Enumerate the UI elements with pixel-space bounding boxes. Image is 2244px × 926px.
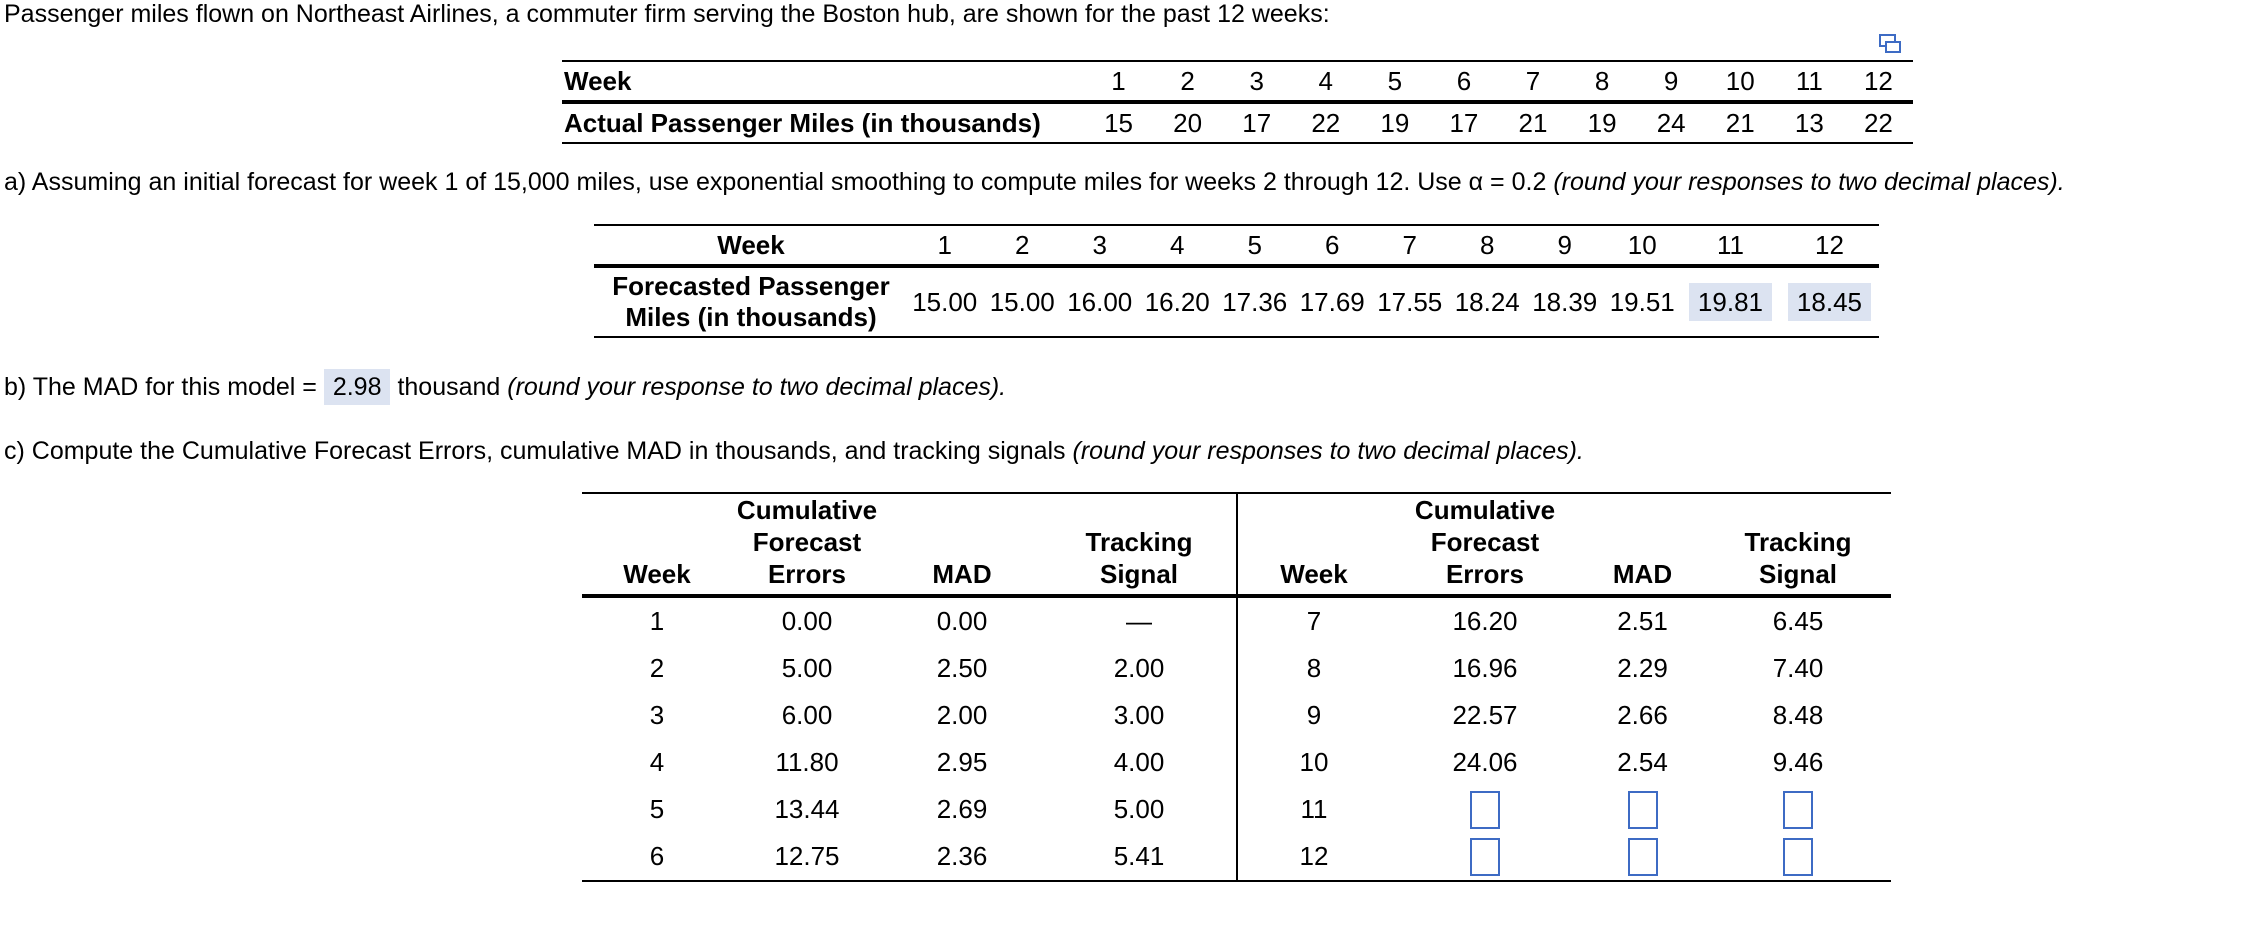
week-cell: 7: [1498, 61, 1567, 102]
week-cell: 6: [1429, 61, 1498, 102]
part-b-prefix: b) The MAD for this model =: [4, 373, 317, 401]
mad-cell: 2.66: [1617, 700, 1668, 730]
week-cell: 2: [649, 653, 665, 683]
miles-cell: 21: [1518, 107, 1548, 138]
part-a-text: [4, 168, 2065, 197]
table-row: [582, 692, 1891, 739]
week-cell: 11: [1681, 225, 1780, 266]
copy-icon[interactable]: [1878, 33, 1902, 55]
week-cell: 3: [1222, 61, 1291, 102]
forecast-cell: 15.00: [912, 286, 978, 317]
week-row: [562, 61, 1913, 102]
miles-cell: 22: [1311, 107, 1341, 138]
forecast-week-label: Week: [594, 225, 906, 266]
week-cell: 12: [1780, 225, 1879, 266]
header-mad: MAD: [882, 493, 1042, 596]
week-cell: 4: [649, 747, 665, 777]
cfe-input-cell[interactable]: [1390, 786, 1580, 833]
week-cell: 5: [1216, 225, 1294, 266]
mad-cell: 2.29: [1617, 653, 1668, 683]
part-b-suffix: thousand: [397, 373, 501, 401]
table-row: [582, 833, 1891, 881]
mad-input-cell[interactable]: [1580, 786, 1705, 833]
week-cell: 8: [1306, 653, 1322, 683]
forecast-week-row: [594, 225, 1879, 266]
tracking-cell: 9.46: [1772, 747, 1824, 777]
cfe-cell: 22.57: [1452, 700, 1518, 730]
week-cell: 2: [984, 225, 1062, 266]
week-cell: 5: [649, 794, 665, 824]
week-cell: 9: [1526, 225, 1604, 266]
tracking-input-cell[interactable]: [1705, 833, 1891, 881]
part-b-text: [4, 373, 1006, 402]
header-tracking-signal: Tracking Signal: [1705, 493, 1891, 596]
mad-cell: 0.00: [936, 606, 988, 636]
tracking-cell: 4.00: [1042, 739, 1237, 786]
week-cell: 6: [649, 841, 665, 871]
cfe-cell: 24.06: [1452, 747, 1518, 777]
week-cell: 6: [1294, 225, 1372, 266]
cumulative-table: [582, 492, 1891, 882]
miles-cell: 22: [1863, 107, 1893, 138]
forecast-answer-cell[interactable]: [1681, 266, 1780, 337]
tracking-cell: 5.41: [1042, 833, 1237, 881]
part-c-note: (round your responses to two decimal places).: [1072, 437, 1584, 465]
cfe-input-week-11[interactable]: [1470, 791, 1500, 829]
week-cell: 11: [1300, 794, 1328, 824]
cfe-cell: 16.20: [1452, 606, 1518, 636]
cfe-cell: 12.75: [774, 841, 840, 871]
forecast-label-line1: Forecasted Passenger: [612, 271, 890, 301]
tracking-input-week-12[interactable]: [1783, 838, 1813, 876]
mad-cell: 2.54: [1617, 747, 1668, 777]
table-row: [582, 645, 1891, 692]
week-cell: 4: [1139, 225, 1217, 266]
week-cell: 10: [1604, 225, 1682, 266]
miles-cell: 21: [1725, 107, 1755, 138]
forecast-answer-cell[interactable]: [1780, 266, 1879, 337]
cfe-cell: 5.00: [781, 653, 833, 683]
forecast-label: [594, 266, 906, 337]
mad-answer[interactable]: 2.98: [324, 369, 391, 405]
miles-cell: 19: [1587, 107, 1617, 138]
week-cell: 8: [1568, 61, 1637, 102]
mad-cell: 2.50: [936, 653, 988, 683]
actual-miles-row: [562, 102, 1913, 143]
part-b-note: (round your response to two decimal places).: [507, 373, 1007, 401]
tracking-cell: —: [1042, 596, 1237, 645]
part-c-text: [4, 437, 1584, 466]
table-row: [582, 739, 1891, 786]
mad-cell: 2.69: [936, 794, 988, 824]
week-cell: 8: [1449, 225, 1527, 266]
week-cell: 1: [1084, 61, 1153, 102]
tracking-cell: 5.00: [1042, 786, 1237, 833]
header-week: Week: [1237, 493, 1390, 596]
week-cell: 3: [649, 700, 665, 730]
mad-input-week-12[interactable]: [1628, 838, 1658, 876]
week-cell: 9: [1637, 61, 1706, 102]
header-tracking-signal: Tracking Signal: [1042, 493, 1237, 596]
miles-cell: 13: [1794, 107, 1824, 138]
miles-cell: 17: [1242, 107, 1272, 138]
week-cell: 1: [649, 606, 665, 636]
cfe-input-week-12[interactable]: [1470, 838, 1500, 876]
mad-cell: 2.36: [936, 841, 988, 871]
forecast-answer-11[interactable]: 19.81: [1689, 283, 1772, 321]
week-cell: 7: [1306, 606, 1322, 636]
miles-cell: 15: [1104, 107, 1133, 138]
cfe-cell: 0.00: [781, 606, 833, 636]
week-cell: 9: [1306, 700, 1322, 730]
part-a-note: (round your responses to two decimal places).: [1553, 168, 2065, 196]
miles-cell: 20: [1173, 107, 1203, 138]
tracking-cell: 8.48: [1772, 700, 1824, 730]
cfe-cell: 16.96: [1452, 653, 1518, 683]
week-label: Week: [562, 61, 1084, 102]
forecast-values-row: [594, 266, 1879, 337]
forecast-cell: 18.39: [1532, 286, 1598, 317]
miles-cell: 19: [1380, 107, 1410, 138]
forecast-cell: 16.20: [1144, 286, 1210, 317]
part-a-question: a) Assuming an initial forecast for week 1 of 15,000 miles, use exponential smoothing to compute miles for weeks 2 through 12. Use α = 0.2: [4, 168, 1547, 196]
week-cell: 12: [1299, 841, 1329, 871]
tracking-input-week-11[interactable]: [1783, 791, 1813, 829]
week-cell: 1: [906, 225, 984, 266]
tracking-cell: 2.00: [1042, 645, 1237, 692]
tracking-cell: 6.45: [1772, 606, 1824, 636]
cfe-cell: 13.44: [774, 794, 840, 824]
mad-cell: 2.95: [936, 747, 988, 777]
forecast-cell: 18.24: [1454, 286, 1520, 317]
mad-cell: 2.00: [936, 700, 988, 730]
tracking-cell: 3.00: [1042, 692, 1237, 739]
forecast-cell: 15.00: [989, 286, 1055, 317]
mad-input-cell[interactable]: [1580, 833, 1705, 881]
forecast-cell: 16.00: [1067, 286, 1133, 317]
forecast-answer-12[interactable]: 18.45: [1788, 283, 1871, 321]
forecast-cell: 19.51: [1609, 286, 1675, 317]
cfe-cell: 11.80: [775, 747, 839, 777]
header-cfe: Cumulative Forecast Errors: [732, 493, 882, 596]
intro-text: Passenger miles flown on Northeast Airlines, a commuter firm serving the Boston hub, are shown for the past 12 weeks:: [4, 0, 1330, 28]
tracking-cell: 7.40: [1772, 653, 1824, 683]
week-cell: 11: [1775, 61, 1844, 102]
week-cell: 10: [1706, 61, 1775, 102]
part-c-question: c) Compute the Cumulative Forecast Errors, cumulative MAD in thousands, and tracking signals: [4, 437, 1066, 465]
week-cell: 4: [1291, 61, 1360, 102]
actual-miles-table: [562, 60, 1913, 144]
forecast-table: [594, 224, 1879, 338]
mad-cell: 2.51: [1617, 606, 1668, 636]
tracking-input-cell[interactable]: [1705, 786, 1891, 833]
forecast-cell: 17.69: [1299, 286, 1365, 317]
miles-cell: 24: [1656, 107, 1686, 138]
week-cell: 7: [1371, 225, 1449, 266]
header-mad: MAD: [1580, 493, 1705, 596]
week-cell: 3: [1061, 225, 1139, 266]
cfe-cell: 6.00: [781, 700, 833, 730]
week-cell: 12: [1844, 61, 1913, 102]
table-row: [582, 786, 1891, 833]
actual-miles-label: Actual Passenger Miles (in thousands): [564, 107, 1041, 138]
forecast-cell: 17.55: [1377, 286, 1443, 317]
table-row: [582, 596, 1891, 645]
mad-input-week-11[interactable]: [1628, 791, 1658, 829]
week-cell: 5: [1360, 61, 1429, 102]
forecast-cell: 17.36: [1222, 286, 1288, 317]
week-cell: 2: [1153, 61, 1222, 102]
cfe-input-cell[interactable]: [1390, 833, 1580, 881]
week-cell: 10: [1299, 747, 1329, 777]
forecast-label-line2: Miles (in thousands): [625, 302, 877, 332]
cumulative-header-row: [582, 493, 1891, 596]
header-week: Week: [582, 493, 732, 596]
miles-cell: 17: [1449, 107, 1479, 138]
header-cfe: Cumulative Forecast Errors: [1390, 493, 1580, 596]
